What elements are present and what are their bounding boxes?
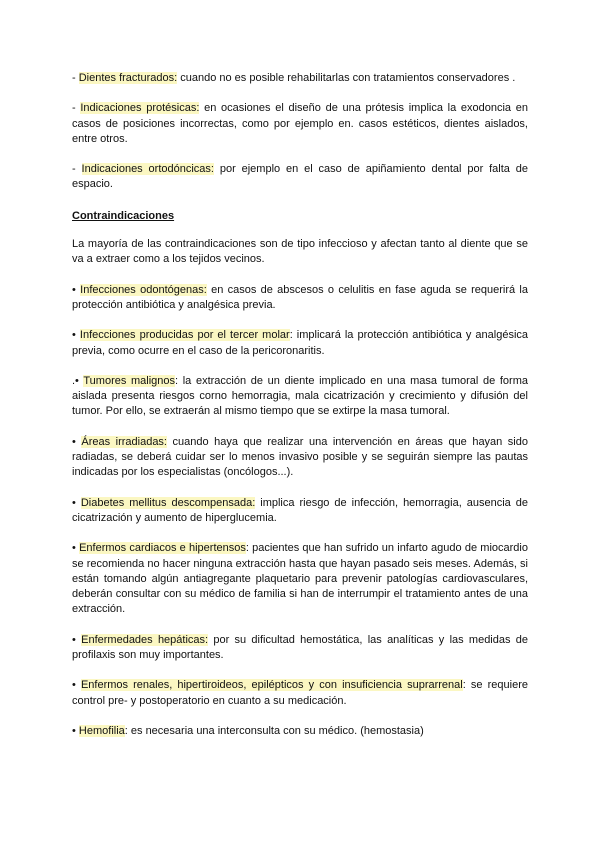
item-diabetes — [72, 496, 528, 527]
paragraph-text: implica riesgo de infección, hemorragia, ausencia de cicatrización y aumento de hiperglucemia. — [72, 496, 528, 524]
paragraph-text: cuando no es posible rehabilitarlas con tratamientos conservadores . — [177, 72, 516, 84]
paragraph-text: : se requiere control pre- y postoperatorio en cuanto a su medicación. — [72, 679, 528, 707]
bullet-prefix: • — [72, 542, 80, 555]
paragraph-text: : la extracción de un diente implicado en una masa tumoral de forma aislada presenta riesgos corno hemorragia, mala cicatrización y crecimiento y difusión del tumor. Por ello, se extraerán al mismo tiempo que se extirpe la masa tumoral. — [72, 374, 528, 418]
bullet-prefix: - — [72, 72, 79, 84]
highlight-term: Enfermos cardiacos e hipertensos — [79, 542, 246, 555]
highlight-term: Indicaciones ortodóncicas: — [81, 163, 214, 176]
section-heading: Contraindicaciones — [72, 209, 175, 222]
item-enfermos-renales — [72, 678, 528, 709]
highlight-term: Áreas irradiadas: — [81, 435, 167, 448]
bullet-prefix: • — [72, 724, 79, 737]
paragraph-text: por ejemplo en el caso de apiñamiento dental por falta de espacio. — [72, 163, 528, 191]
paragraph-indicaciones-proteticas — [72, 101, 528, 147]
highlight-term: Diabetes mellitus descompensada: — [80, 496, 256, 509]
item-areas-irradiadas — [72, 435, 528, 481]
highlight-term: Hemofilia — [78, 724, 125, 737]
bullet-prefix: • — [72, 329, 80, 342]
paragraph-text: en casos de abscesos o celulitis en fase aguda se requerirá la protección antibiótica y analgésica previa. — [72, 283, 528, 311]
highlight-term: Enfermedades hepáticas: — [81, 633, 209, 646]
paragraph-text: : implicará la protección antibiótica y analgésica previa, como ocurre en el caso de la pericoronaritis. — [72, 329, 528, 357]
item-hemofilia — [72, 724, 528, 739]
bullet-prefix: • — [72, 679, 81, 692]
bullet-prefix: • — [72, 633, 82, 646]
highlight-term: Indicaciones protésicas: — [80, 102, 200, 115]
bullet-prefix: - — [72, 163, 82, 176]
paragraph-text: por su dificultad hemostática, las analíticas y las medidas de profilaxis son muy importantes. — [72, 633, 528, 662]
highlight-term: Tumores malignos — [83, 374, 176, 387]
paragraph-text: cuando haya que realizar una intervención en áreas que hayan sido radiadas, se deberá cuidar ser lo menos invasivo posible y se seguirán siempre las pautas indicadas por los especialistas (oncólogos...). — [72, 435, 528, 479]
paragraph-dientes-fracturados — [72, 71, 528, 86]
item-tumores-malignos — [72, 374, 528, 420]
bullet-prefix: • — [72, 496, 81, 509]
intro-paragraph: La mayoría de las contraindicaciones son de tipo infeccioso y afectan tanto al diente que se va a extraer como a los tejidos vecinos. — [72, 238, 528, 266]
bullet-prefix: .• — [72, 374, 84, 387]
item-infecciones-odontogenas — [72, 283, 528, 314]
paragraph-text: en ocasiones el diseño de una prótesis implica la exodoncia en casos de posiciones incorrectas, como por ejemplo en. casos estéticos, dientes aislados, entre otros. — [72, 102, 528, 145]
paragraph-text: : pacientes que han sufrido un infarto agudo de miocardio se recomienda no hacer ninguna extracción hasta que hayan pasado seis meses. Además, si están tomando algún antiagregante plaquetario para prevenir patologías cardiovasculares, deberán consultar con su médico de familia si han de interrumpir el tratamiento antes de una extracción. — [72, 542, 528, 616]
item-enfermos-cardiacos — [72, 541, 528, 617]
bullet-prefix: • — [72, 283, 81, 296]
paragraph-indicaciones-ortodoncicas — [72, 162, 528, 193]
paragraph-text: : es necesaria una interconsulta con su médico. (hemostasia) — [124, 724, 424, 737]
highlight-term: Infecciones producidas por el tercer molar — [79, 329, 290, 342]
bullet-prefix: - — [72, 102, 81, 115]
bullet-prefix: • — [72, 435, 82, 448]
highlight-term: Infecciones odontógenas: — [80, 283, 207, 296]
highlight-term: Dientes fracturados: — [78, 72, 178, 84]
highlight-term: Enfermos renales, hipertiroideos, epilépticos y con insuficiencia suprarrenal — [80, 679, 463, 692]
item-tercer-molar — [72, 328, 528, 359]
item-enfermedades-hepaticas — [72, 633, 528, 664]
